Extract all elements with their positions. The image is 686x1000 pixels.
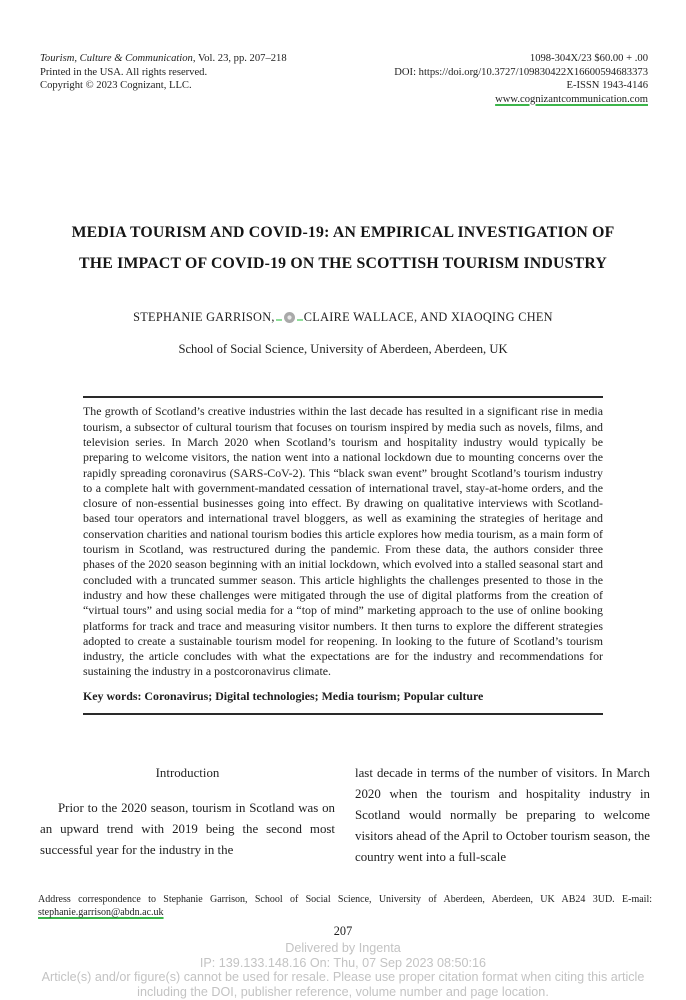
intro-paragraph-right: last decade in terms of the number of visitors. In March 2020 when the tourism and hospitality industry in Scotland would normally be preparing to welcome visitors ahead of the April to October tourism season, the country went into a full-scale — [355, 765, 650, 864]
abstract-bottom-rule — [83, 713, 603, 715]
body-columns — [0, 763, 686, 868]
authors-wallace-chen: CLAIRE WALLACE, AND XIAOQING CHEN — [303, 310, 553, 325]
article-title-line-1: MEDIA TOURISM AND COVID-19: AN EMPIRICAL INVESTIGATION OF — [71, 224, 615, 242]
copyright-line: Copyright © 2023 Cognizant, LLC. — [40, 80, 192, 92]
eissn-line: E-ISSN 1943-4146 — [566, 80, 648, 92]
correspondence-footnote — [38, 893, 652, 919]
masthead-right — [394, 52, 648, 106]
printed-line: Printed in the USA. All rights reserved. — [40, 66, 208, 78]
abstract-section — [83, 396, 603, 714]
doi-line: DOI: https://doi.org/10.3727/109830422X16600594683373 — [394, 66, 648, 78]
link-underline-mark — [297, 316, 303, 321]
link-underline-mark — [276, 316, 282, 321]
authors-line — [0, 310, 686, 325]
abstract-text: The growth of Scotland’s creative industries within the last decade has resulted in a significant rise in media tourism, a subsector of cultural tourism that focuses on tourism inspired by media such as novels, films, and television series. In March 2020 when Scotland’s tourism and hospitality industry would typically be preparing to welcome visitors, the nation went into a national lockdown due to mounting concerns over the rapidly spreading coronavirus (SARS-CoV-2). This “black swan event” brought Scotland’s tourism industry to a complete halt with government-mandated cessation of international travel, stay-at-home orders, and the closure of non-essential businesses going into effect. By drawing on qualitative interviews with Scotland-based tour operators and international travel bloggers, as well as examining the strategies of heritage and conservation charities and national tourism bodies this article explores how media tourism, as a main form of tourism in Scotland, was restructured during the pandemic. From these data, the authors consider three phases of the 2020 season beginning with an initial lockdown, which evolved into a stalled seasonal start and concluded with a truncated summer season. This article highlights the challenges presented to those in the industry and how these challenges were mitigated through the use of digital platforms from the creation of “virtual tours” and using social media for a “top of mind” marketing approach to the use of online booking platforms for track and trace and measuring visitor numbers. It then turns to explore the different strategies adopted to create a sustainable tourism model for reopening. In looking to the future of Scotland’s tourism industry, the article concludes with what the expectations are for the industry and recommendations for sustaining the industry in a postcoronavirus climate. — [83, 404, 603, 679]
journal-citation-line — [40, 52, 287, 66]
author-garrison: STEPHANIE GARRISON, — [133, 310, 275, 325]
watermark-ip-line: IP: 139.133.148.16 On: Thu, 07 Sep 2023 08:50:16 — [199, 955, 487, 970]
correspondence-text: Address correspondence to Stephanie Garrison, School of Social Science, University of Aberdeen, Aberdeen, UK AB24 3UD. E-mail: — [38, 894, 652, 905]
watermark-resale-line: Article(s) and/or figure(s) cannot be used for resale. Please use proper citation format when citing this article — [41, 970, 645, 985]
page-number: 207 — [333, 924, 353, 938]
intro-paragraph-left: Prior to the 2020 season, tourism in Scotland was on an upward trend with 2019 being the second most successful year for the industry in the — [40, 800, 335, 857]
left-column — [40, 763, 335, 868]
right-column — [355, 763, 650, 868]
masthead-left — [40, 52, 287, 106]
masthead — [0, 0, 686, 106]
journal-name: Tourism, Culture & Communication — [40, 53, 193, 64]
article-title-line-2: THE IMPACT OF COVID-19 ON THE SCOTTISH TOURISM INDUSTRY — [78, 255, 608, 273]
affiliation-line: School of Social Science, University of Aberdeen, Aberdeen, UK — [178, 342, 508, 357]
abstract-top-rule — [83, 396, 603, 398]
keywords-line: Key words: Coronavirus; Digital technologies; Media tourism; Popular culture — [83, 688, 484, 703]
ingenta-watermark — [0, 941, 686, 999]
article-title — [0, 217, 686, 279]
section-heading-introduction: Introduction — [155, 765, 220, 780]
correspondence-email-link[interactable]: stephanie.garrison@abdn.ac.uk — [38, 907, 164, 919]
publisher-website-link[interactable]: www.cognizantcommunication.com — [495, 93, 648, 105]
watermark-citation-line: including the DOI, publisher reference, volume number and page location. — [137, 984, 549, 999]
journal-volume-pages: , Vol. 23, pp. 207–218 — [192, 53, 287, 64]
price-code-line: 1098-304X/23 $60.00 + .00 — [529, 53, 648, 64]
orcid-icon — [284, 312, 295, 323]
orcid-link[interactable] — [276, 310, 303, 325]
watermark-delivered-line: Delivered by Ingenta — [285, 941, 401, 955]
